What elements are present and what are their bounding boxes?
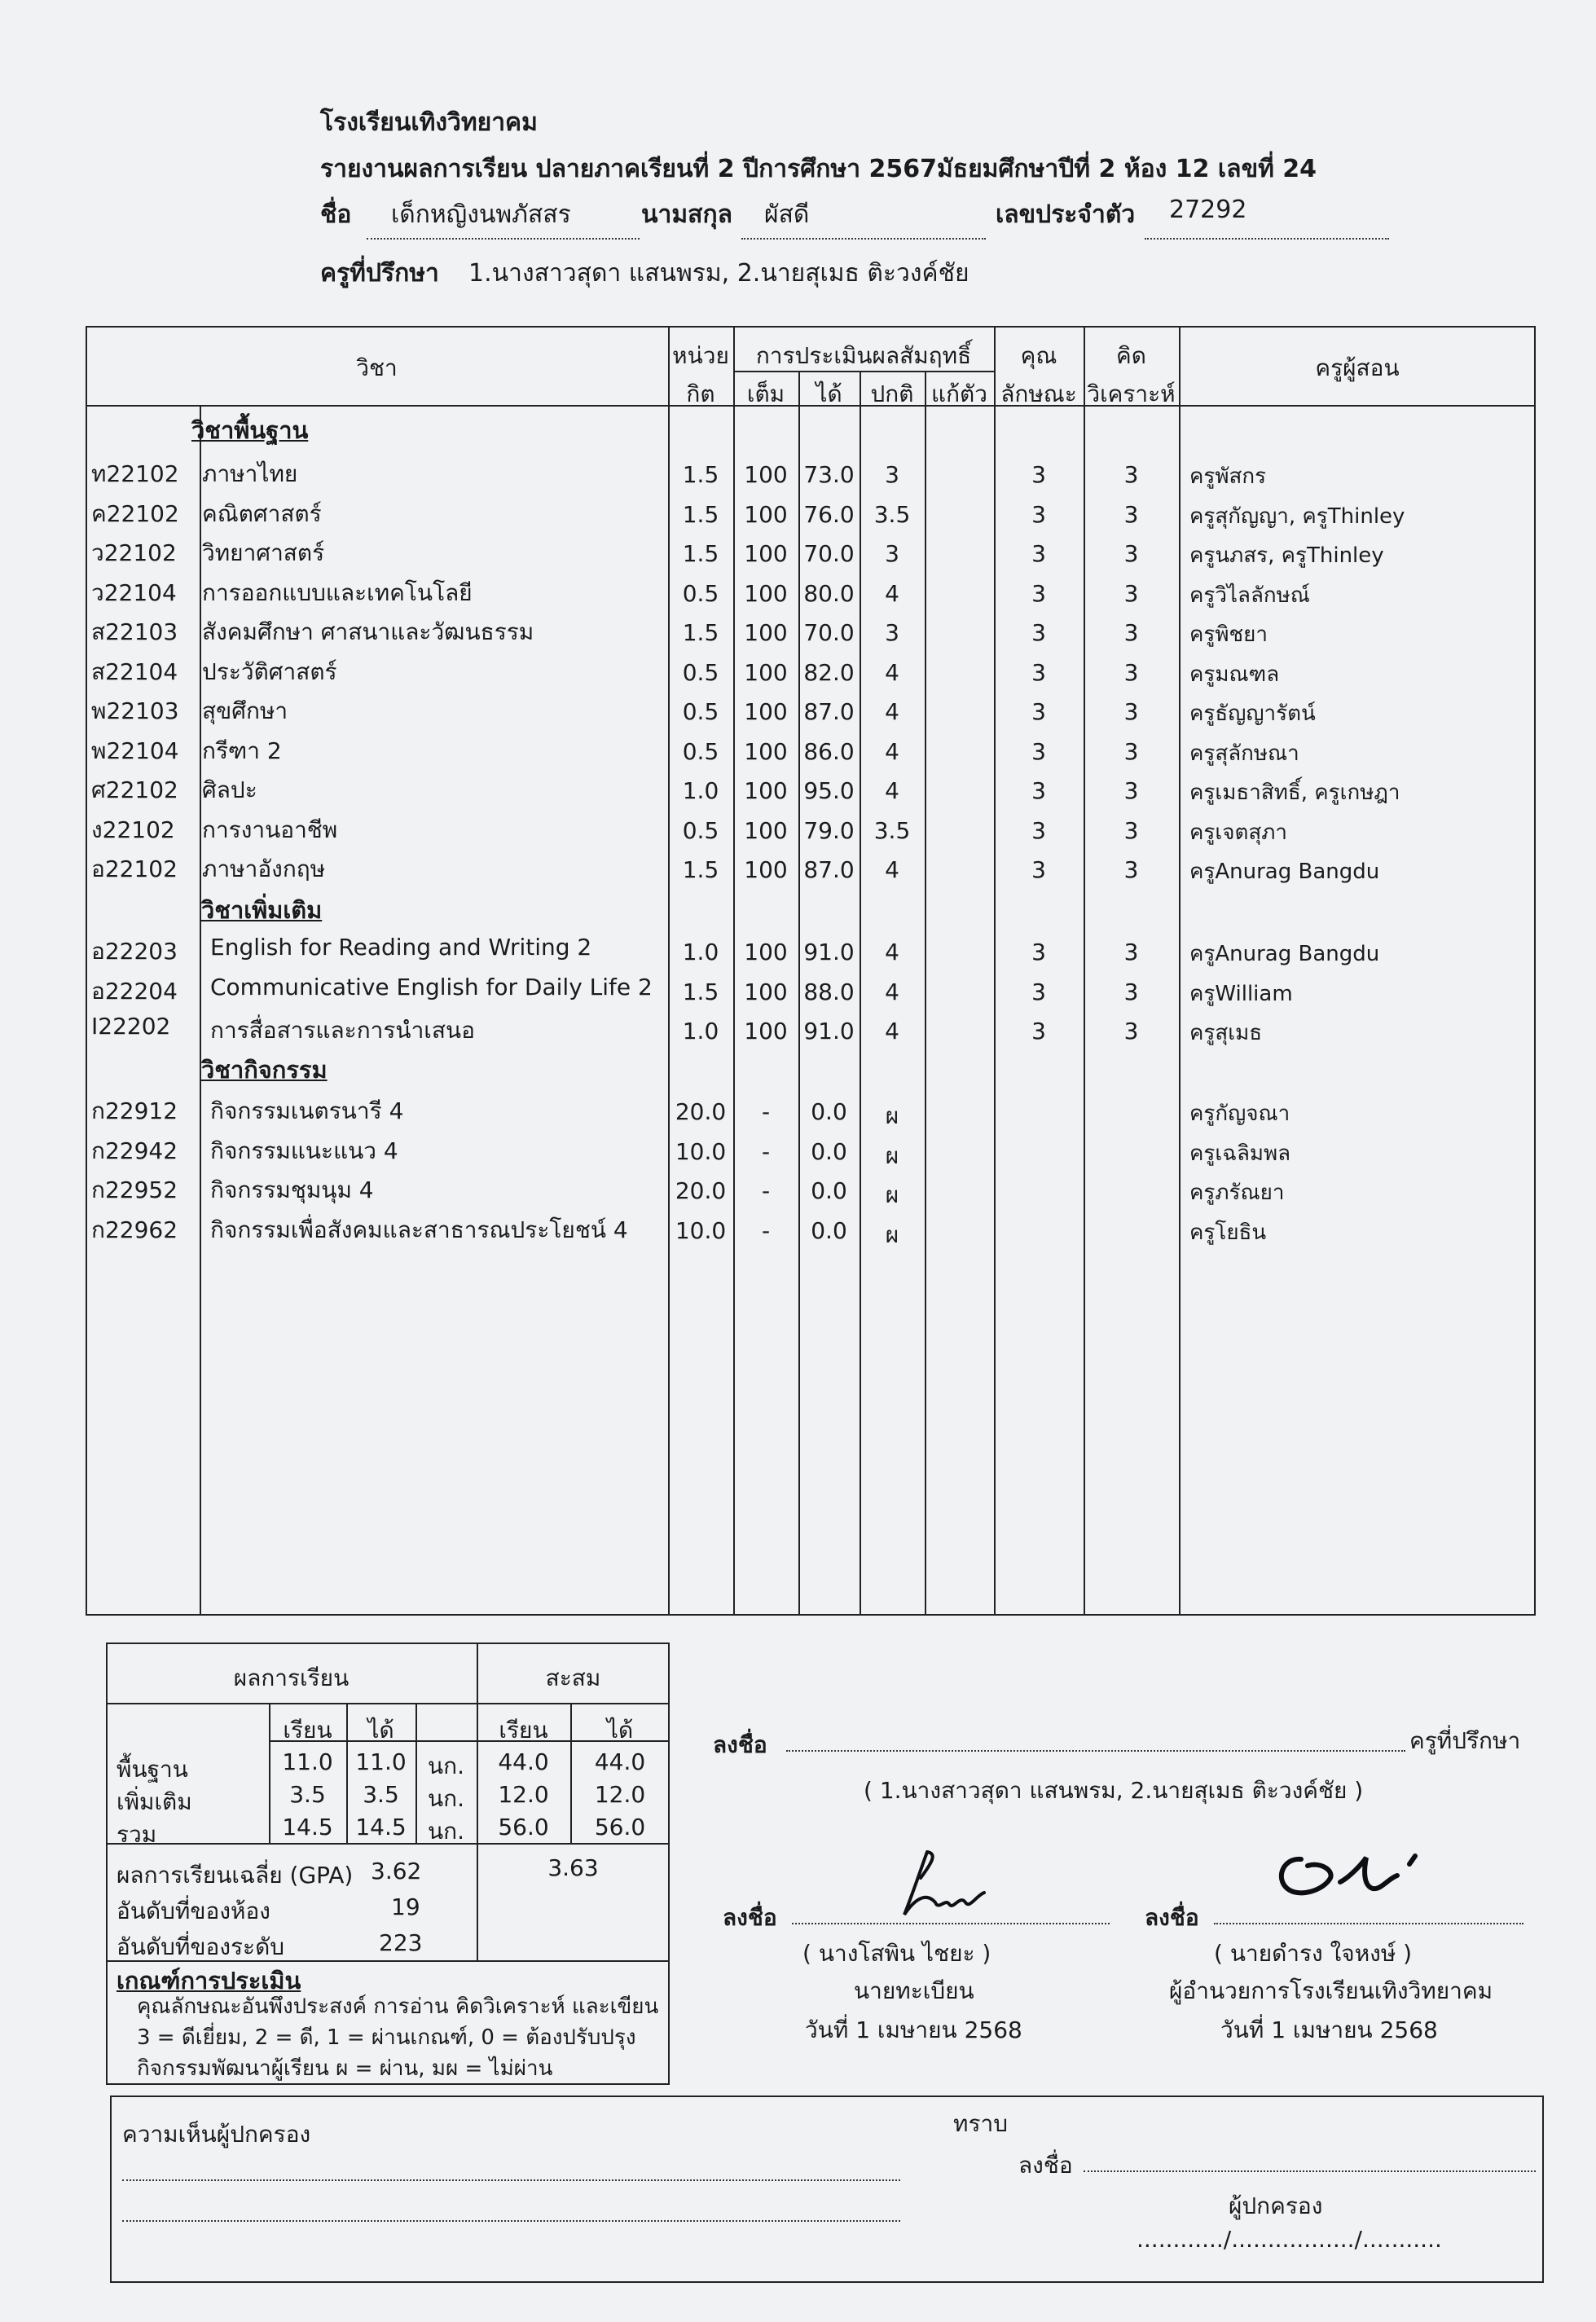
subject-grade: 3.5 <box>873 817 911 844</box>
subject-code: ว22102 <box>91 539 177 566</box>
gpa-accum-value: 3.63 <box>547 1854 599 1881</box>
subject-got: 91.0 <box>803 1018 855 1044</box>
summary-row-study: 14.5 <box>282 1814 333 1840</box>
subject-code: ค22102 <box>91 500 179 527</box>
subject-think: 3 <box>1123 856 1139 883</box>
class-rank-label: อันดับที่ของห้อง <box>117 1898 270 1924</box>
registrar-date: วันที่ 1 เมษายน 2568 <box>805 2016 1022 2043</box>
level-rank-value: 223 <box>379 1929 423 1956</box>
subject-think: 3 <box>1123 580 1139 607</box>
director-sign-label: ลงชื่อ <box>1145 1904 1199 1931</box>
subject-credit: 20.0 <box>675 1177 727 1204</box>
subject-char: 3 <box>1031 978 1046 1005</box>
subject-full: 100 <box>744 939 788 965</box>
advisor-label: ครูที่ปรึกษา <box>320 259 439 288</box>
subject-full: 100 <box>744 856 788 883</box>
subject-think: 3 <box>1123 698 1139 725</box>
subject-credit: 20.0 <box>675 1098 727 1125</box>
parent-sign-label: ลงชื่อ <box>1018 2152 1073 2179</box>
subject-teacher: ครูAnurag Bangdu <box>1189 942 1380 966</box>
subject-got: 76.0 <box>803 501 855 528</box>
subject-name: การออกแบบและเทคโนโลยี <box>202 579 473 606</box>
subject-code: ก22962 <box>91 1216 178 1243</box>
col-subject: วิชา <box>356 354 398 381</box>
subject-teacher: ครูพัสกร <box>1189 464 1267 489</box>
subject-grade: 4 <box>885 856 899 883</box>
subject-teacher: ครูเมธาสิทธิ์, ครูเกษฎา <box>1189 781 1400 805</box>
id-dotline <box>1145 238 1389 240</box>
subject-grade: 4 <box>885 580 899 607</box>
summary-row-acc-got: 12.0 <box>594 1781 646 1808</box>
summary-row-acc-got: 44.0 <box>594 1748 646 1775</box>
class-rank-value: 19 <box>391 1893 420 1920</box>
subject-full: 100 <box>744 659 788 686</box>
subject-credit: 1.5 <box>682 461 719 488</box>
subject-grade: 3.5 <box>873 501 911 528</box>
subject-teacher: ครูWilliam <box>1189 982 1293 1006</box>
subject-code: พ22104 <box>91 737 179 764</box>
subject-name: ภาษาไทย <box>202 460 298 487</box>
director-sign-line <box>1214 1923 1523 1924</box>
subject-code: อ22203 <box>91 938 178 965</box>
subject-grade: 4 <box>885 777 899 804</box>
subject-got: 86.0 <box>803 738 855 765</box>
subject-code: ส22104 <box>91 658 178 685</box>
subject-think: 3 <box>1123 939 1139 965</box>
summary-row-got: 14.5 <box>355 1814 407 1840</box>
subject-full: 100 <box>744 1018 788 1044</box>
subject-char: 3 <box>1031 540 1046 567</box>
subject-name: ประวัติศาสตร์ <box>202 658 337 685</box>
subject-teacher: ครูสุลักษณา <box>1189 741 1299 766</box>
subject-char: 3 <box>1031 501 1046 528</box>
subject-got: 87.0 <box>803 856 855 883</box>
subject-teacher: ครูกัญจณา <box>1189 1102 1290 1126</box>
subject-got: 80.0 <box>803 580 855 607</box>
col-credit-bottom: กิต <box>686 380 715 407</box>
subject-grade: 4 <box>885 978 899 1005</box>
subject-teacher: ครูAnurag Bangdu <box>1189 860 1380 884</box>
criteria-line-3: กิจกรรมพัฒนาผู้เรียน ผ = ผ่าน, มผ = ไม่ผ่าน <box>137 2056 553 2081</box>
subject-think: 3 <box>1123 1018 1139 1044</box>
summary-got-header: ได้ <box>367 1717 394 1744</box>
subject-teacher: ครูนภสร, ครูThinley <box>1189 543 1384 568</box>
summary-acc-got-header: ได้ <box>606 1717 634 1744</box>
subject-code: ก22952 <box>91 1176 178 1203</box>
col-think-bottom: วิเคราะห์ <box>1087 380 1176 407</box>
subject-char: 3 <box>1031 856 1046 883</box>
subject-got: 82.0 <box>803 659 855 686</box>
section-title: วิชาเพิ่มเติม <box>201 896 323 924</box>
subject-teacher: ครูสุกัญญา, ครูThinley <box>1189 504 1405 529</box>
section-title: วิชาพื้นฐาน <box>191 416 309 444</box>
summary-row-study: 3.5 <box>289 1781 326 1808</box>
subject-name: ศิลปะ <box>202 776 257 803</box>
parent-opinion-box <box>110 2096 1544 2283</box>
subject-code: อ22102 <box>91 855 178 882</box>
subject-char: 3 <box>1031 817 1046 844</box>
col-normal: ปกติ <box>870 380 914 407</box>
summary-study-header: เรียน <box>283 1717 332 1744</box>
subject-grade: ผ <box>885 1142 899 1169</box>
summary-row-label: รวม <box>117 1821 157 1848</box>
subject-char: 3 <box>1031 1018 1046 1044</box>
subject-think: 3 <box>1123 817 1139 844</box>
name-dotline <box>367 238 640 240</box>
subject-got: 70.0 <box>803 619 855 646</box>
subject-char: 3 <box>1031 777 1046 804</box>
subject-think: 3 <box>1123 738 1139 765</box>
parent-opinion-label: ความเห็นผู้ปกครอง <box>122 2121 311 2148</box>
gpa-label: ผลการเรียนเฉลี่ย (GPA) <box>117 1862 354 1889</box>
subject-full: - <box>761 1138 771 1165</box>
subject-credit: 1.0 <box>682 939 719 965</box>
subject-code: ก22942 <box>91 1137 178 1164</box>
criteria-line-1: คุณลักษณะอันพึงประสงค์ การอ่าน คิดวิเคราะห์ และเขียน <box>137 1994 659 2019</box>
subject-got: 70.0 <box>803 540 855 567</box>
subject-credit: 1.5 <box>682 978 719 1005</box>
subject-grade: 3 <box>885 461 899 488</box>
subject-credit: 10.0 <box>675 1217 727 1244</box>
director-role: ผู้อำนวยการโรงเรียนเทิงวิทยาคม <box>1169 1977 1493 2004</box>
subject-char: 3 <box>1031 619 1046 646</box>
subject-teacher: ครูภรัณยา <box>1189 1181 1285 1205</box>
subject-got: 0.0 <box>811 1138 847 1165</box>
subject-teacher: ครูโยธิน <box>1189 1220 1267 1245</box>
subject-name: สังคมศึกษา ศาสนาและวัฒนธรรม <box>202 618 534 645</box>
subject-think: 3 <box>1123 659 1139 686</box>
registrar-name: ( นางโสพิน ไชยะ ) <box>802 1940 991 1967</box>
report-title: รายงานผลการเรียน ปลายภาคเรียนที่ 2 ปีการศึกษา 2567 <box>320 155 937 183</box>
subject-full: 100 <box>744 978 788 1005</box>
subject-got: 79.0 <box>803 817 855 844</box>
student-id: 27292 <box>1169 196 1247 224</box>
subject-teacher: ครูเจตสุภา <box>1189 820 1287 845</box>
subject-credit: 1.5 <box>682 619 719 646</box>
subject-grade: ผ <box>885 1102 899 1129</box>
subject-teacher: ครูมณฑล <box>1189 662 1280 687</box>
subject-think: 3 <box>1123 978 1139 1005</box>
col-fix: แก้ตัว <box>931 380 987 407</box>
subject-got: 91.0 <box>803 939 855 965</box>
subject-got: 95.0 <box>803 777 855 804</box>
subject-full: 100 <box>744 698 788 725</box>
parent-date-line: ............/................./........... <box>1137 2226 1442 2253</box>
class-info: มัธยมศึกษาปีที่ 2 ห้อง 12 เลขที่ 24 <box>937 155 1317 183</box>
col-assessment: การประเมินผลสัมฤทธิ์ <box>755 342 972 369</box>
parent-acknowledge: ทราบ <box>953 2110 1008 2137</box>
summary-row-acc-got: 56.0 <box>594 1814 646 1840</box>
subject-grade: 4 <box>885 698 899 725</box>
registrar-sign-label: ลงชื่อ <box>723 1904 777 1931</box>
subject-name: กิจกรรมเพื่อสังคมและสาธารณประโยชน์ 4 <box>210 1216 628 1243</box>
subject-got: 87.0 <box>803 698 855 725</box>
subject-char: 3 <box>1031 939 1046 965</box>
subject-full: 100 <box>744 777 788 804</box>
subject-char: 3 <box>1031 738 1046 765</box>
name-label: ชื่อ <box>320 200 352 229</box>
subject-code: พ22103 <box>91 697 179 724</box>
summary-accum-title: สะสม <box>545 1665 601 1691</box>
id-label: เลขประจำตัว <box>996 200 1136 229</box>
subject-code: ก22912 <box>91 1097 178 1124</box>
subject-think: 3 <box>1123 461 1139 488</box>
summary-row-got: 3.5 <box>363 1781 399 1808</box>
gpa-value: 3.62 <box>371 1858 422 1884</box>
summary-acc-study-header: เรียน <box>499 1717 548 1744</box>
subject-code: ว22104 <box>91 579 177 606</box>
subject-code: อ22204 <box>91 978 178 1005</box>
parent-opinion-line-1 <box>122 2179 900 2181</box>
subject-grade: 4 <box>885 939 899 965</box>
advisor-sign-line <box>786 1750 1405 1752</box>
director-date: วันที่ 1 เมษายน 2568 <box>1220 2016 1438 2043</box>
summary-row-unit: นก. <box>428 1785 464 1812</box>
director-signature <box>1267 1841 1446 1906</box>
col-full: เต็ม <box>746 380 785 407</box>
level-rank-label: อันดับที่ของระดับ <box>117 1933 285 1960</box>
subject-name: กรีฑา 2 <box>202 737 282 764</box>
summary-row-acc-study: 56.0 <box>498 1814 549 1840</box>
subject-grade: ผ <box>885 1181 899 1208</box>
student-name: เด็กหญิงนพภัสสร <box>391 200 571 229</box>
subject-credit: 1.0 <box>682 1018 719 1044</box>
subject-name: กิจกรรมชุมนุม 4 <box>210 1176 374 1203</box>
subject-credit: 0.5 <box>682 659 719 686</box>
subject-teacher: ครูธัญญารัตน์ <box>1189 701 1316 726</box>
subject-name: Communicative English for Daily Life 2 <box>210 974 653 1000</box>
subject-full: 100 <box>744 501 788 528</box>
subject-code: ส22103 <box>91 618 178 645</box>
subject-char: 3 <box>1031 659 1046 686</box>
summary-row-label: เพิ่มเติม <box>117 1788 192 1815</box>
subject-grade: 3 <box>885 540 899 567</box>
subject-grade: 4 <box>885 659 899 686</box>
subject-credit: 1.0 <box>682 777 719 804</box>
parent-role: ผู้ปกครอง <box>1229 2192 1323 2219</box>
subject-char: 3 <box>1031 580 1046 607</box>
summary-row-unit: นก. <box>428 1818 464 1845</box>
subject-teacher: ครูเฉลิมพล <box>1189 1141 1291 1166</box>
advisor-sign-label: ลงชื่อ <box>713 1731 767 1758</box>
subject-name: กิจกรรมเนตรนารี 4 <box>210 1097 404 1124</box>
subject-full: - <box>761 1217 771 1244</box>
summary-row-got: 11.0 <box>355 1748 407 1775</box>
subject-full: 100 <box>744 738 788 765</box>
subject-name: กิจกรรมแนะแนว 4 <box>210 1137 398 1164</box>
subject-full: 100 <box>744 817 788 844</box>
col-credit-top: หน่วย <box>672 342 729 369</box>
criteria-line-2: 3 = ดีเยี่ยม, 2 = ดี, 1 = ผ่านเกณฑ์, 0 = ต้องปรับปรุง <box>137 2025 636 2050</box>
subject-code: ท22102 <box>91 460 179 487</box>
subject-got: 73.0 <box>803 461 855 488</box>
subject-think: 3 <box>1123 540 1139 567</box>
col-teacher: ครูผู้สอน <box>1315 354 1400 381</box>
parent-opinion-line-2 <box>122 2220 900 2222</box>
subject-credit: 0.5 <box>682 738 719 765</box>
subject-credit: 1.5 <box>682 501 719 528</box>
subject-name: สุขศึกษา <box>202 697 288 724</box>
subject-char: 3 <box>1031 461 1046 488</box>
subject-grade: ผ <box>885 1221 899 1248</box>
subject-credit: 0.5 <box>682 580 719 607</box>
student-surname: ผัสดี <box>764 200 810 229</box>
school-name: โรงเรียนเทิงวิทยาคม <box>320 108 538 137</box>
subject-think: 3 <box>1123 501 1139 528</box>
parent-sign-line <box>1084 2170 1536 2172</box>
subject-char: 3 <box>1031 698 1046 725</box>
subject-grade: 3 <box>885 619 899 646</box>
subject-name: English for Reading and Writing 2 <box>210 934 592 961</box>
surname-label: นามสกุล <box>641 200 732 229</box>
subject-code: I22202 <box>91 1013 171 1040</box>
registrar-signature <box>888 1845 1002 1935</box>
subject-credit: 1.5 <box>682 540 719 567</box>
summary-row-unit: นก. <box>428 1752 464 1779</box>
subject-teacher: ครูวิไลลักษณ์ <box>1189 583 1310 608</box>
col-got: ได้ <box>816 380 842 407</box>
summary-row-acc-study: 44.0 <box>498 1748 549 1775</box>
surname-dotline <box>741 238 986 240</box>
subject-got: 0.0 <box>811 1217 847 1244</box>
col-think-top: คิด <box>1116 342 1146 369</box>
registrar-role: นายทะเบียน <box>854 1977 974 2004</box>
subject-full: 100 <box>744 580 788 607</box>
subject-name: การงานอาชีพ <box>202 816 338 843</box>
criteria-title: เกณฑ์การประเมิน <box>117 1967 301 1994</box>
subject-credit: 0.5 <box>682 698 719 725</box>
subject-grade: 4 <box>885 1018 899 1044</box>
advisor-role: ครูที่ปรึกษา <box>1409 1727 1521 1754</box>
subject-name: การสื่อสารและการนำเสนอ <box>210 1017 475 1044</box>
subject-full: - <box>761 1177 771 1204</box>
subject-name: วิทยาศาสตร์ <box>202 539 325 566</box>
director-name: ( นายดำรง ใจหงษ์ ) <box>1214 1940 1413 1967</box>
subject-teacher: ครูพิชยา <box>1189 622 1268 647</box>
summary-results-title: ผลการเรียน <box>233 1665 350 1691</box>
subject-got: 0.0 <box>811 1177 847 1204</box>
subject-think: 3 <box>1123 619 1139 646</box>
subject-name: คณิตศาสตร์ <box>202 500 322 527</box>
subject-teacher: ครูสุเมธ <box>1189 1021 1263 1045</box>
subject-credit: 0.5 <box>682 817 719 844</box>
summary-row-acc-study: 12.0 <box>498 1781 549 1808</box>
col-char-top: คุณ <box>1020 342 1057 369</box>
subject-grade: 4 <box>885 738 899 765</box>
advisor-sign-names: ( 1.นางสาวสุดา แสนพรม, 2.นายสุเมธ ติะวงค์ชัย ) <box>864 1777 1364 1804</box>
summary-row-label: พื้นฐาน <box>117 1756 188 1783</box>
subject-code: ง22102 <box>91 816 175 843</box>
subject-credit: 1.5 <box>682 856 719 883</box>
col-char-bottom: ลักษณะ <box>1000 380 1077 407</box>
subject-credit: 10.0 <box>675 1138 727 1165</box>
subject-full: - <box>761 1098 771 1125</box>
subject-think: 3 <box>1123 777 1139 804</box>
advisor-names: 1.นางสาวสุดา แสนพรม, 2.นายสุเมธ ติะวงค์ชัย <box>468 259 969 288</box>
subject-full: 100 <box>744 461 788 488</box>
subject-full: 100 <box>744 619 788 646</box>
subject-full: 100 <box>744 540 788 567</box>
subject-code: ศ22102 <box>91 776 178 803</box>
subject-got: 88.0 <box>803 978 855 1005</box>
summary-row-study: 11.0 <box>282 1748 333 1775</box>
section-title: วิชากิจกรรม <box>201 1056 328 1084</box>
subject-got: 0.0 <box>811 1098 847 1125</box>
subject-name: ภาษาอังกฤษ <box>202 855 326 882</box>
